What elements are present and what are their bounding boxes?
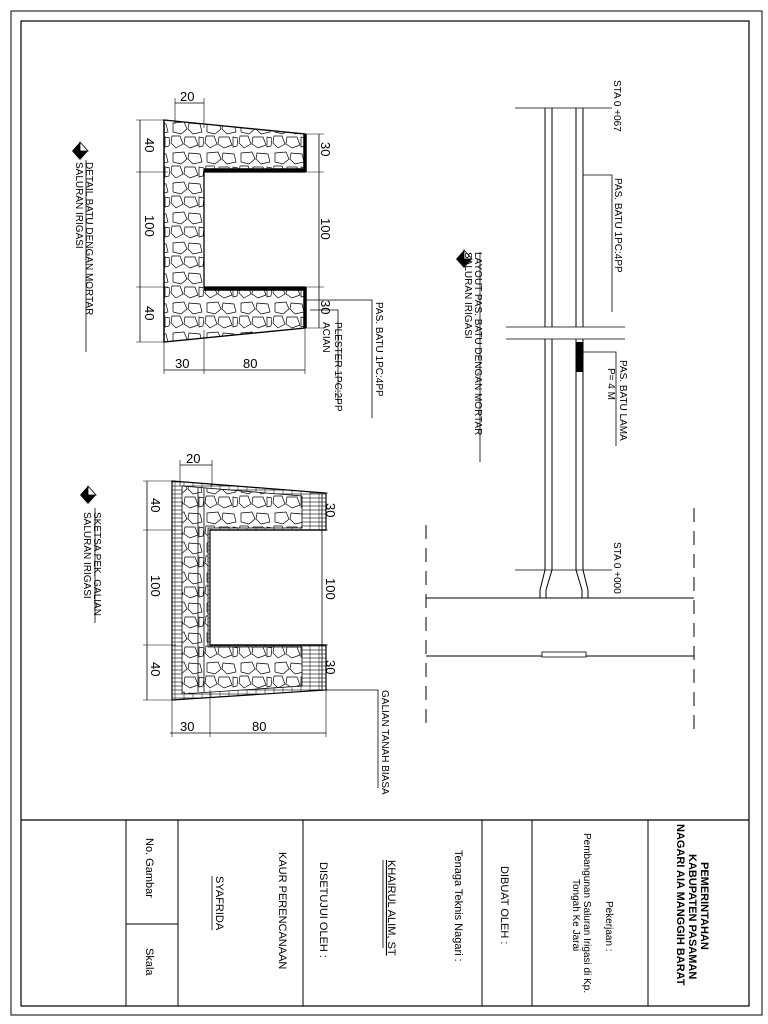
sketch-dim-bottom-left: 30 bbox=[180, 719, 195, 734]
sketch-dim-right-lower: 30 bbox=[323, 660, 338, 675]
name-tenaga-teknis: KHAIRUL ALIM, ST bbox=[385, 860, 397, 956]
kaur-perencanaan: KAUR PERENCANAAN bbox=[276, 852, 288, 970]
sketch-dim-left-mid: 100 bbox=[148, 575, 163, 597]
sketch-dim-left-upper: 40 bbox=[148, 498, 163, 513]
layout-label-batu-lama: PAS. BATU LAMA bbox=[617, 360, 628, 441]
name-kaur: SYAFRIDA bbox=[213, 876, 225, 931]
sketch-galian-section bbox=[80, 451, 390, 795]
detail-label-acian: ACIAN bbox=[320, 322, 331, 353]
detail-callouts bbox=[305, 300, 384, 418]
layout-plan bbox=[426, 80, 694, 735]
sketch-dim-left-lower: 40 bbox=[148, 662, 163, 677]
inner-border bbox=[21, 21, 749, 1006]
detail-label-plester: PLESTER 1PC:2PP bbox=[332, 322, 343, 412]
sketch-title-symbol bbox=[80, 486, 96, 504]
masonry-body bbox=[164, 120, 305, 342]
sketch-dim-top: 20 bbox=[186, 451, 201, 466]
owner-line3: NAGARI AIA MANGGIH BARAT bbox=[674, 824, 686, 986]
sketch-callouts bbox=[318, 690, 390, 795]
sta-start-label: STA 0 +000 bbox=[611, 542, 622, 594]
detail-dim-top: 20 bbox=[180, 89, 195, 104]
layout-label-pas-batu: PAS. BATU 1PC:4PP bbox=[612, 178, 623, 273]
excavation-stones bbox=[182, 486, 302, 694]
detail-dim-bottom-right: 80 bbox=[243, 356, 258, 371]
detail-mortar-section bbox=[72, 89, 384, 418]
disetujui-oleh: DISETUJUI OLEH : bbox=[317, 862, 329, 958]
detail-right-dimensions bbox=[305, 134, 333, 328]
detail-label-pas-batu: PAS. BATU 1PC:4PP bbox=[373, 302, 384, 397]
detail-dim-bottom-left: 30 bbox=[175, 356, 190, 371]
owner-line2: KABUPATEN PASAMAN bbox=[686, 854, 698, 980]
sketch-title-line2: SALURAN IRIGASI bbox=[81, 512, 92, 599]
detail-dim-left-upper: 40 bbox=[142, 138, 157, 153]
detail-dim-right-mid: 100 bbox=[318, 218, 333, 240]
detail-dim-left-mid: 100 bbox=[142, 215, 157, 237]
skala: Skala bbox=[143, 948, 155, 976]
layout-title-line2: SALURAN IRIGASI bbox=[462, 252, 473, 339]
layout-title-line1: LAYOUT PAS. BATU DENGAN MORTAR bbox=[472, 252, 483, 436]
sketch-dim-bottom-right: 80 bbox=[252, 719, 267, 734]
culvert bbox=[542, 652, 586, 657]
pekerjaan-label: Pekerjaan : bbox=[603, 901, 614, 952]
sta-end-label: STA 0 +067 bbox=[611, 80, 622, 132]
sketch-left-dimensions bbox=[143, 481, 176, 700]
sketch-dim-right-mid: 100 bbox=[323, 578, 338, 600]
pekerjaan-line1: Pembangunan Saluran Irigasi di Kp. bbox=[581, 833, 592, 994]
owner-line1: PEMERINTAHAN bbox=[698, 862, 710, 950]
layout-label-panjang: P= 4 M bbox=[605, 368, 616, 400]
detail-title-line2: SALURAN IRIGASI bbox=[73, 162, 84, 249]
title-block bbox=[21, 820, 749, 1006]
pekerjaan-line2: Tongah Ke Jarai bbox=[570, 879, 581, 952]
detail-dim-right-upper: 30 bbox=[318, 142, 333, 157]
tenaga-teknis: Tenaga Teknis Nagari : bbox=[452, 850, 464, 962]
sketch-label-galian: GALIAN TANAH BIASA bbox=[379, 690, 390, 795]
sketch-top-dimension bbox=[180, 451, 212, 486]
sketch-dim-right-upper: 30 bbox=[323, 503, 338, 518]
dibuat-oleh: DIBUAT OLEH : bbox=[498, 866, 510, 945]
detail-title-symbol bbox=[72, 142, 88, 160]
no-gambar: No. Gambar bbox=[143, 838, 155, 898]
sketch-title-line1: SKETSA PEK. GALIAN bbox=[91, 512, 102, 616]
old-stone-segment bbox=[576, 342, 583, 372]
detail-dim-left-lower: 40 bbox=[142, 306, 157, 321]
detail-left-dimensions bbox=[136, 120, 168, 342]
detail-title-line1: DETAIL BATU DENGAN MORTAR bbox=[83, 162, 94, 316]
detail-dim-right-lower: 30 bbox=[318, 300, 333, 315]
